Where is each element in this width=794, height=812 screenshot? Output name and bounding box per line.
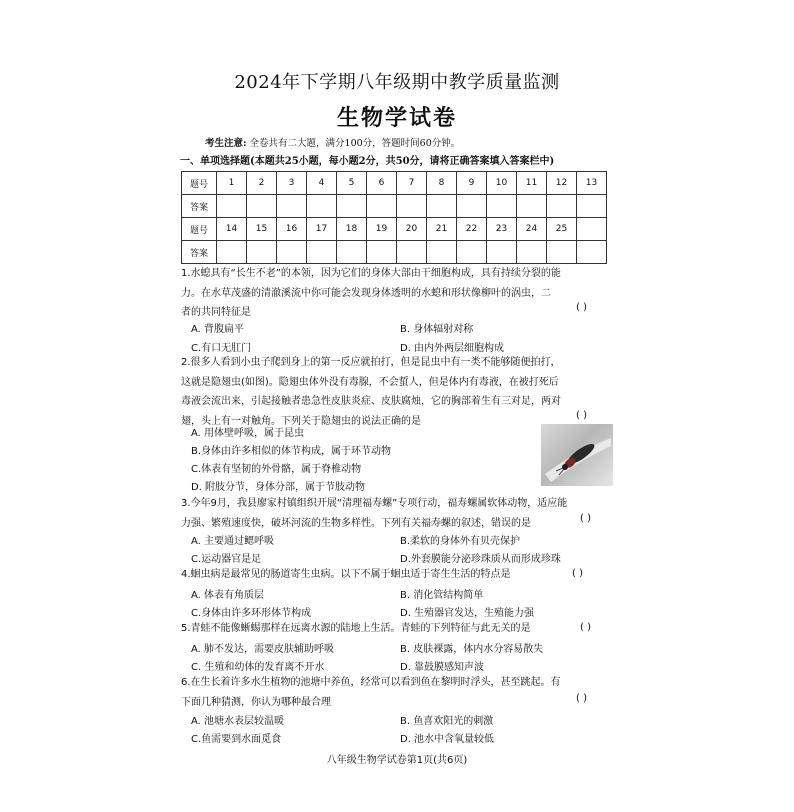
option-b: B. 身体辐射对称 [400,324,474,335]
question-number-cell: 5 [337,172,367,195]
question-5 [181,619,611,639]
answer-cell[interactable] [517,241,547,264]
question-number-cell: 8 [427,172,457,195]
question-text-line: 3.今年9月，我县廖家村镇组织开展“清理福寿螺”专项行动，福寿螺属软体动物，适应能 [181,498,568,509]
option-b: B. 鱼喜欢阳光的刺激 [400,716,494,727]
question-number-cell: 3 [277,172,307,195]
question-text-line: 这就是隐翅虫(如图)。隐翅虫体外没有毒腺，不会蜇人，但是体内有毒液，在被打死后 [181,376,559,388]
table-row-label: 题号 [182,172,217,195]
option-b: B. 皮肤裸露，体内水分容易散失 [400,644,544,655]
answer-cell[interactable] [217,195,247,218]
answer-cell[interactable] [277,195,307,218]
answer-cell[interactable] [397,195,427,218]
rove-beetle-icon [541,424,613,486]
answer-cell[interactable] [427,241,457,264]
question-2 [181,353,611,431]
answer-cell[interactable] [547,241,577,264]
question-text-line: 1.水螅具有“长生不老”的本领，因为它们的身体大部由干细胞构成，具有持续分裂的能 [181,268,561,279]
question-text-line: 下面几种猜测，你认为哪种最合理 [181,696,331,708]
question-6 [181,673,611,712]
option-a: A. 体表有角质层 [191,590,265,601]
option-c: C.体表有坚韧的外骨骼，属于脊椎动物 [191,464,362,475]
rove-beetle-photo [541,424,613,486]
answer-bracket: ( ) [576,410,587,421]
option-b: B.身体由许多相似的体节构成，属于环节动物 [191,446,392,457]
question-number-cell: 1 [217,172,247,195]
notice-text: 全卷共有二大题，满分100分，答题时间60分钟。 [249,138,461,149]
question-text-line: 5.青蛙不能像蜥蜴那样在远离水源的陆地上生活。青蛙的下列特征与此无关的是 [181,623,531,634]
question-number-cell: 11 [517,172,547,195]
answer-bracket: ( ) [580,622,591,633]
answer-table-row [182,218,607,241]
answer-bracket: ( ) [576,693,587,704]
answer-cell[interactable] [427,195,457,218]
question-number-cell: 20 [397,218,427,241]
option-a: A. 用体壁呼吸，属于昆虫 [191,428,305,439]
question-text-line: 2.很多人看到小虫子爬到身上的第一反应就拍打，但是昆虫中有一类不能够随便拍打， [181,357,561,368]
answer-cell[interactable] [337,195,367,218]
answer-cell[interactable] [247,195,277,218]
option-a: A. 背腹扁平 [191,324,245,335]
answer-table-row [182,241,607,264]
question-number-cell: 7 [397,172,427,195]
question-text-line: 6.在生长着许多水生植物的池塘中养鱼，经常可以看到鱼在黎明时浮头，甚至跳起。有 [181,677,561,688]
question-number-cell: 25 [547,218,577,241]
question-text-line: 毒液会流出来，引起接触者患急性皮肤炎症、皮肤腐烛，它的胸部着生有三对足，两对 [181,396,561,407]
answer-bracket: ( ) [572,568,583,579]
answer-cell[interactable] [487,241,517,264]
question-text-line: 翅，头上有一对触角。下列关于隐翅虫的说法正确的是 [181,415,421,427]
answer-cell[interactable] [307,195,337,218]
section-1-heading: 一、单项选择题(本题共25小题，每小题2分，共50分，请将正确答案填入答案栏中) [180,156,555,167]
question-number-cell: 23 [487,218,517,241]
question-number-cell: 2 [247,172,277,195]
option-c: C.身体由许多环形体节构成 [191,608,312,619]
option-d: D.外套膜能分泌珍珠质从而形成珍珠 [400,554,561,565]
question-number-cell: 14 [217,218,247,241]
answer-cell[interactable] [337,241,367,264]
exam-title: 2024年下学期八年级期中教学质量监测 [234,72,560,93]
table-row-label: 答案 [182,241,217,264]
option-d: D. 靠鼓膜感知声波 [400,662,485,673]
notice-label: 考生注意: [205,138,247,149]
option-c: C.运动器官是足 [191,554,262,565]
answer-table [181,171,607,264]
question-text-line: 者的共同特征是 [181,307,251,318]
answer-cell[interactable] [217,241,247,264]
answer-cell[interactable] [487,195,517,218]
answer-cell[interactable] [577,241,607,264]
question-number-cell: 6 [367,172,397,195]
question-number-cell: 12 [547,172,577,195]
option-d: D. 由内外两层细胞构成 [400,343,505,354]
question-number-cell: 15 [247,218,277,241]
option-c: C.鱼需要到水面觅食 [191,734,282,745]
option-c: C.有口无肛门 [191,343,252,354]
question-3 [181,494,611,533]
answer-cell[interactable] [397,241,427,264]
option-a: A. 肺不发达，需要皮肤辅助呼吸 [191,644,335,655]
option-d: D. 附肢分节，身体分部，属于节肢动物 [191,482,366,493]
question-4 [181,565,611,585]
answer-cell[interactable] [307,241,337,264]
answer-cell[interactable] [457,241,487,264]
answer-cell[interactable] [457,195,487,218]
answer-table-row [182,195,607,218]
answer-cell[interactable] [247,241,277,264]
answer-bracket: ( ) [580,513,591,524]
answer-cell[interactable] [277,241,307,264]
question-number-cell: 10 [487,172,517,195]
page-footer: 八年级生物学试卷第1页(共6页) [326,755,468,766]
answer-bracket: ( ) [576,302,587,313]
exam-subject-title: 生物学试卷 [336,105,457,131]
question-number-cell: 9 [457,172,487,195]
question-number-cell: 22 [457,218,487,241]
answer-cell[interactable] [367,195,397,218]
option-a: A. 池塘水表层较温暖 [191,716,285,727]
answer-cell[interactable] [367,241,397,264]
question-number-cell: 19 [367,218,397,241]
option-b: B. 消化管结构简单 [400,590,484,601]
question-number-cell: 17 [307,218,337,241]
question-number-cell: 21 [427,218,457,241]
question-number-cell: 24 [517,218,547,241]
candidate-notice [205,135,460,149]
option-d: D. 生殖器官发达，生殖能力强 [400,608,535,619]
option-b: B.柔软的身体外有贝壳保护 [400,536,521,547]
question-text-line: 力。在水草茂盛的清澈溪流中你可能会发现身体透明的水螅和形状像柳叶的涡虫，二 [181,287,551,299]
question-text-line: 力强、繁殖速度快，破坏河流的生物多样性。下列有关福寿螺的叙述，错误的是 [181,517,531,529]
table-row-label: 答案 [182,195,217,218]
question-number-cell [577,218,607,241]
answer-table-row [182,172,607,195]
answer-cell[interactable] [577,195,607,218]
answer-cell[interactable] [517,195,547,218]
option-a: A. 主要通过鳃呼吸 [191,536,275,547]
question-number-cell: 13 [577,172,607,195]
option-c: C. 生殖和幼体的发育离不开水 [191,662,325,673]
question-1 [181,264,611,323]
question-number-cell: 4 [307,172,337,195]
question-text-line: 4.蛔虫病是最常见的肠道寄生虫病。以下不属于蛔虫适于寄生生活的特点是 [181,569,511,580]
answer-cell[interactable] [547,195,577,218]
table-row-label: 题号 [182,218,217,241]
question-number-cell: 16 [277,218,307,241]
question-number-cell: 18 [337,218,367,241]
option-d: D. 池水中含氧量较低 [400,734,495,745]
